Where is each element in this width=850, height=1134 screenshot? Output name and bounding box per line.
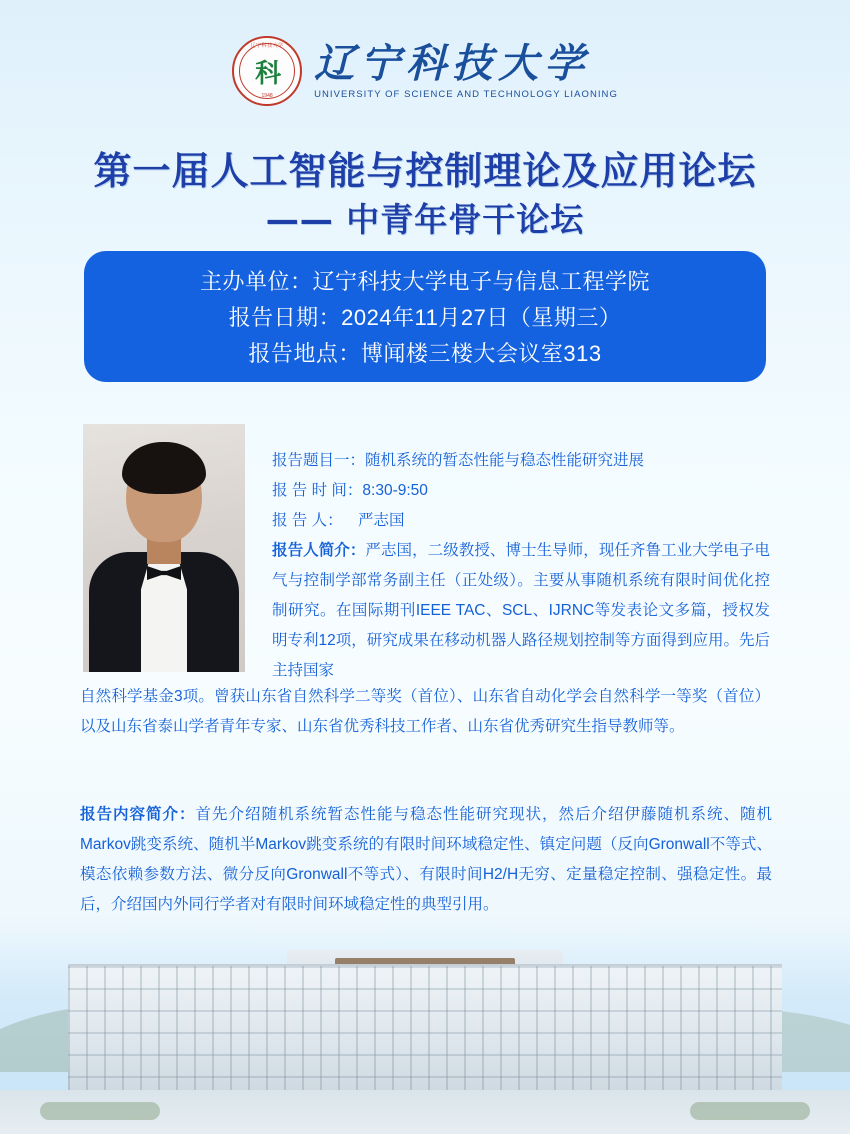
- university-name-cn: 辽宁科技大学: [314, 39, 591, 87]
- speaker-photo: [83, 424, 245, 672]
- campus-lawn-right: [690, 1102, 810, 1120]
- speaker-bio-text-part1: 严志国，二级教授、博士生导师，现任齐鲁工业大学电子电气与控制学部常务副主任（正处级）。主要从事随机系统有限时间优化控制研究。在国际期刊IEEE TAC、SCL、IJRNC等发表论文多篇，授权发明专利12项，研究成果在移动机器人路径规划控制等方面得到应用。先后主持国家: [272, 542, 770, 679]
- logo-glyph: 科: [255, 57, 280, 88]
- photo-hair: [122, 442, 206, 494]
- campus-lawn-left: [40, 1102, 160, 1120]
- talk-topic-row: [272, 446, 770, 476]
- page-title: 第一届人工智能与控制理论及应用论坛: [93, 149, 757, 193]
- talk-time-row: [272, 476, 770, 506]
- venue-line: 报告地点：博闻楼三楼大会议室313: [248, 341, 602, 366]
- talk-speaker-label: 报 告 人：: [272, 512, 343, 529]
- campus-building-columns: [68, 966, 782, 1094]
- logo-bottom-text: 1948: [261, 93, 273, 99]
- logo-top-text: 辽宁科技大学: [250, 43, 284, 49]
- talk-abstract: [80, 800, 772, 920]
- talk-abstract-text: 首先介绍随机系统暂态性能与稳态性能研究现状，然后介绍伊藤随机系统、随机Markov跳变系统、随机半Markov跳变系统的有限时间环域稳定性、镇定问题（反向Gronwall不等式、模态依赖参数方法、微分反向Gronwall不等式）、有限时间H2/H无穷、定量稳定控制、强稳定性。最后，介绍国内外同行学者对有限时间环域稳定性的典型引用。: [80, 806, 772, 913]
- university-logo-icon: [232, 36, 302, 106]
- organizer-line: 主办单位：辽宁科技大学电子与信息工程学院: [199, 269, 650, 294]
- university-name-en: UNIVERSITY OF SCIENCE AND TECHNOLOGY LIAONING: [314, 88, 618, 100]
- university-name-block: [314, 39, 618, 100]
- talk-abstract-label: 报告内容简介：: [80, 806, 196, 823]
- speaker-bio-label: 报告人简介：: [272, 542, 366, 559]
- talk-speaker-row: [272, 506, 770, 536]
- speaker-bio-head: [272, 536, 770, 686]
- campus-building: [68, 964, 782, 1094]
- talk-topic-value: 随机系统的暂态性能与稳态性能研究进展: [365, 452, 645, 469]
- campus-illustration: [0, 924, 850, 1134]
- date-line: 报告日期：2024年11月27日（星期三）: [228, 305, 622, 330]
- speaker-bio-continued: 自然科学基金3项。曾获山东省自然科学二等奖（首位）、山东省自动化学会自然科学一等奖（首位）以及山东省泰山学者青年专家、山东省优秀科技工作者、山东省优秀研究生指导教师等。: [80, 688, 770, 735]
- talk-speaker-value: 严志国: [358, 512, 405, 529]
- event-info-card: [84, 251, 766, 382]
- talk-topic-label: 报告题目一：: [272, 452, 366, 469]
- talk-time-label: 报 告 时 间：: [272, 482, 363, 499]
- talk-details: [272, 446, 770, 686]
- university-header: [0, 36, 850, 106]
- page-subtitle: —— 中青年骨干论坛: [265, 200, 585, 239]
- talk-time-value: 8:30-9:50: [362, 482, 428, 499]
